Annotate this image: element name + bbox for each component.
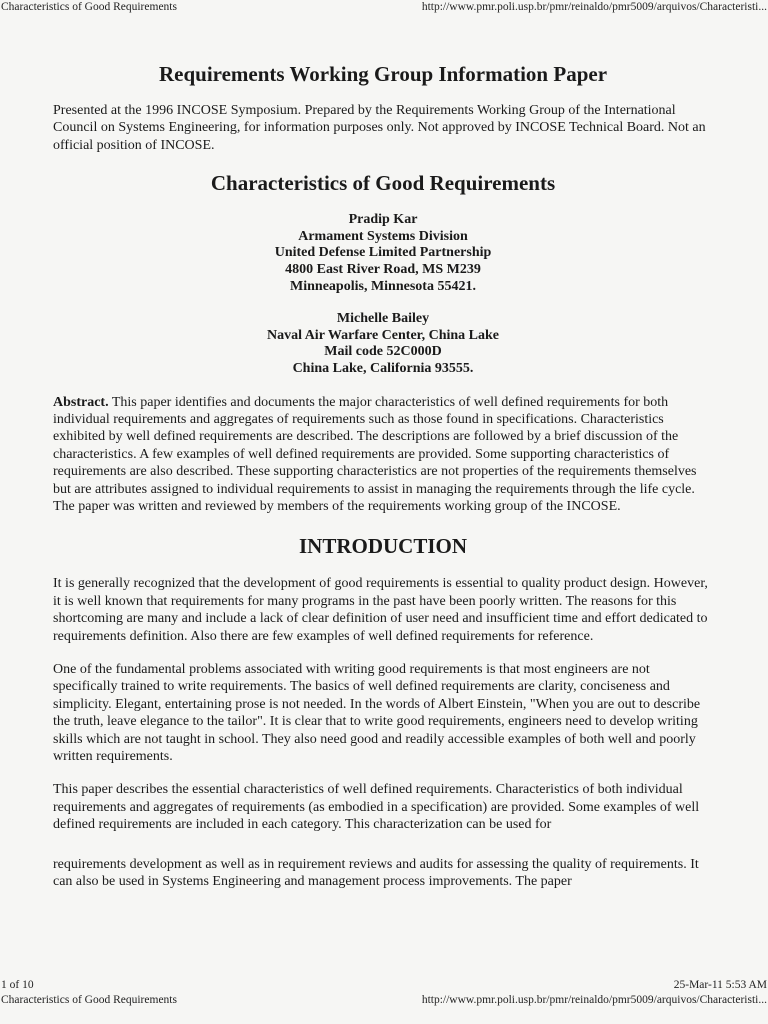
author-affiliation-line: Mail code 52C000D [324, 344, 442, 360]
author-block [53, 311, 713, 377]
abstract-paragraph [53, 394, 713, 516]
print-footer-info [0, 978, 768, 992]
paper-title: Characteristics of Good Requirements [210, 171, 556, 196]
footer-url: http://www.pmr.poli.usp.br/pmr/reinaldo/pmr5009/arquivos/Characteristi... [421, 994, 767, 1006]
document-title: Requirements Working Group Information Paper [158, 62, 608, 86]
author-affiliation-line: Armament Systems Division [298, 228, 468, 244]
author-name: Pradip Kar [348, 212, 418, 228]
author-affiliation-line: 4800 East River Road, MS M239 [285, 262, 481, 277]
author-affiliation-line: Minneapolis, Minnesota 55421. [290, 278, 476, 294]
author-name: Michelle Bailey [336, 311, 430, 327]
print-header [0, 0, 768, 14]
page-counter: 1 of 10 [1, 979, 34, 991]
header-url: http://www.pmr.poli.usp.br/pmr/reinaldo/pmr5009/arquivos/Characteristi... [421, 1, 767, 13]
body-paragraph: requirements development as well as in requirement reviews and audits for assessing the quality of requirements. It can also be used in Systems Engineering and management process improvements. The paper [53, 856, 699, 890]
body-paragraph: This paper describes the essential characteristics of well defined requirements. Characteristics of both individual requirements and aggregates of requirements (as embodied in a specification) are provided. Some examples of well defined requirements are included in each category. This characterization can be used for [53, 782, 700, 833]
author-affiliation-line: China Lake, California 93555. [292, 360, 474, 376]
body-paragraph: It is generally recognized that the development of good requirements is essential to quality product design. However, it is well known that requirements for many programs in the past have been poorly written. The reasons for this shortcoming are many and include a lack of clear definition of user need and insufficient time and effort dedicated to requirements definition. Also there are few examples of well defined requirements for reference. [53, 576, 708, 644]
print-timestamp: 25-Mar-11 5:53 AM [673, 979, 767, 991]
abstract-label: Abstract. [53, 394, 109, 410]
presented-note: Presented at the 1996 INCOSE Symposium. Prepared by the Requirements Working Group of the International Council on Systems Engineering, for information purposes only. Not approved by INCOSE Technical Board. Not an official position of INCOSE. [53, 103, 706, 153]
author-affiliation-line: Naval Air Warfare Center, China Lake [266, 327, 500, 343]
header-page-title: Characteristics of Good Requirements [1, 1, 177, 13]
author-block [53, 212, 713, 295]
section-heading-introduction: INTRODUCTION [298, 534, 468, 559]
document-body [53, 60, 713, 907]
print-footer-header [0, 993, 768, 1007]
author-affiliation-line: United Defense Limited Partnership [274, 245, 492, 261]
body-paragraph: One of the fundamental problems associated with writing good requirements is that most engineers are not specifically trained to write requirements. The basics of well defined requirements are clarity, conciseness and simplicity. Elegant, entertaining prose is not needed. In the words of Albert Einstein, "When you are out to describe the truth, leave elegance to the tailor". It is clear that to write good requirements, engineers need to develop writing skills which are not taught in school. They also need good and readily accessible examples of both well and poorly written requirements. [53, 662, 701, 765]
footer-page-title: Characteristics of Good Requirements [1, 994, 177, 1006]
abstract-text: This paper identifies and documents the major characteristics of well defined requirements for both individual requirements and aggregates of requirements such as those found in specifications. Characteristics exhibited by well defined requirements are described. The descriptions are followed by a brief discussion of the characteristics. A few examples of well defined requirements are provided. Some supporting characteristics of requirements are also described. These supporting characteristics are not properties of the requirements themselves but are attributes assigned to individual requirements to assist in managing the requirements through the life cycle. The paper was written and reviewed by members of the requirements working group of the INCOSE. [53, 394, 697, 514]
